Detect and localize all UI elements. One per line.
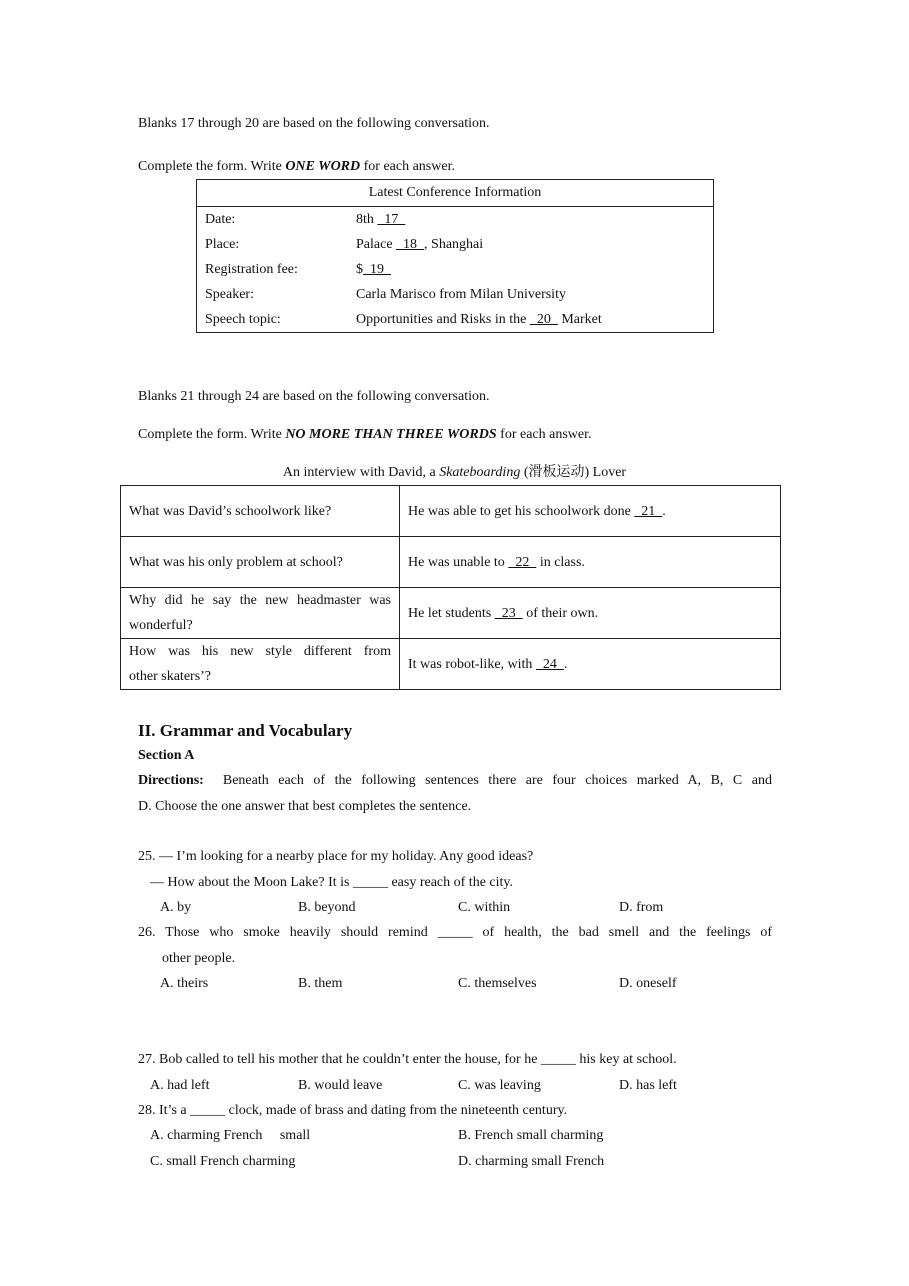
form-title: Latest Conference Information xyxy=(197,180,714,207)
form-label: Speech topic: xyxy=(205,311,281,327)
form-value: $ 19 xyxy=(356,261,391,277)
answer-blank[interactable]: 23 xyxy=(494,605,523,621)
form-row xyxy=(197,207,714,233)
answer-cell: It was robot-like, with 24 . xyxy=(400,639,781,690)
option-c[interactable]: C. themselves xyxy=(458,976,537,991)
question-28-stem: 28. It’s a _____ clock, made of brass and dating from the nineteenth century. xyxy=(138,1103,568,1118)
form-row xyxy=(197,307,714,333)
answer-blank[interactable]: 17 xyxy=(377,211,406,227)
section2-intro: Blanks 21 through 24 are based on the following conversation. xyxy=(138,389,490,404)
answer-blank[interactable]: 20 xyxy=(529,311,558,327)
section1-instructions: Complete the form. Write ONE WORD for each answer. xyxy=(138,159,455,174)
option-d[interactable]: D. oneself xyxy=(619,976,677,991)
subsection-heading: Section A xyxy=(138,748,195,763)
option-d[interactable]: D. from xyxy=(619,900,664,915)
form-row xyxy=(197,257,714,282)
question-26-stem-cont: other people. xyxy=(162,951,236,966)
form-label: Date: xyxy=(205,211,236,227)
table-row xyxy=(121,588,781,639)
directions-line2: D. Choose the one answer that best completes the sentence. xyxy=(138,799,472,814)
interview-table xyxy=(120,485,781,690)
answer-blank[interactable]: 21 xyxy=(634,503,663,519)
answer-blank[interactable]: 24 xyxy=(535,656,564,672)
form-label: Speaker: xyxy=(205,286,254,302)
answer-cell: He was unable to 22 in class. xyxy=(400,537,781,588)
form-value: 8th 17 xyxy=(356,211,406,227)
instruction-emphasis: ONE WORD xyxy=(285,159,361,174)
directions-line1: Directions: Beneath each of the following sentences there are four choices marked A, B, C and xyxy=(138,773,772,788)
answer-cell: He was able to get his schoolwork done 21 . xyxy=(400,486,781,537)
question-25-response: — How about the Moon Lake? It is _____ easy reach of the city. xyxy=(150,875,513,890)
option-a[interactable]: A. by xyxy=(160,900,192,915)
interview-title: An interview with David, a Skateboarding (滑板运动) Lover xyxy=(282,465,627,480)
table-row xyxy=(121,639,781,690)
option-d[interactable]: D. has left xyxy=(619,1078,677,1093)
question-cell: Why did he say the new headmaster was wonderful? xyxy=(121,588,400,639)
form-row xyxy=(197,282,714,307)
answer-cell: He let students 23 of their own. xyxy=(400,588,781,639)
answer-blank[interactable]: 18 xyxy=(396,236,425,252)
table-row xyxy=(121,486,781,537)
form-value: Palace 18 , Shanghai xyxy=(356,236,484,252)
option-b[interactable]: B. would leave xyxy=(298,1078,383,1093)
answer-blank[interactable]: 22 xyxy=(508,554,537,570)
section-heading: II. Grammar and Vocabulary xyxy=(138,721,353,740)
option-a[interactable]: A. had left xyxy=(150,1078,210,1093)
answer-blank[interactable]: 19 xyxy=(363,261,391,277)
question-cell: How was his new style different from other skaters’? xyxy=(121,639,400,690)
question-cell: What was David’s schoolwork like? xyxy=(121,486,400,537)
option-c[interactable]: C. small French charming xyxy=(150,1154,296,1169)
question-25-stem: 25. — I’m looking for a nearby place for my holiday. Any good ideas? xyxy=(138,849,534,864)
question-cell: What was his only problem at school? xyxy=(121,537,400,588)
table-row xyxy=(121,537,781,588)
form-label: Place: xyxy=(205,236,240,252)
option-b[interactable]: B. French small charming xyxy=(458,1128,604,1143)
section2-instructions: Complete the form. Write NO MORE THAN THREE WORDS for each answer. xyxy=(138,427,592,442)
option-b[interactable]: B. them xyxy=(298,976,343,991)
section1-intro: Blanks 17 through 20 are based on the following conversation. xyxy=(138,116,490,131)
instruction-emphasis: NO MORE THAN THREE WORDS xyxy=(285,427,497,442)
option-c[interactable]: C. was leaving xyxy=(458,1078,541,1093)
option-d[interactable]: D. charming small French xyxy=(458,1154,605,1169)
option-c[interactable]: C. within xyxy=(458,900,511,915)
form-value: Opportunities and Risks in the 20 Market xyxy=(356,311,602,327)
form-row xyxy=(197,232,714,257)
form-label: Registration fee: xyxy=(205,261,298,277)
conference-form-table xyxy=(196,179,714,333)
question-27-stem: 27. Bob called to tell his mother that he couldn’t enter the house, for he _____ his key at school. xyxy=(138,1052,677,1067)
question-26-stem: 26. Those who smoke heavily should remind _____ of health, the bad smell and the feelings of xyxy=(138,925,772,940)
option-a[interactable]: A. theirs xyxy=(160,976,209,991)
option-b[interactable]: B. beyond xyxy=(298,900,356,915)
form-value: Carla Marisco from Milan University xyxy=(356,286,566,302)
option-a[interactable]: A. charming French small xyxy=(150,1128,311,1143)
